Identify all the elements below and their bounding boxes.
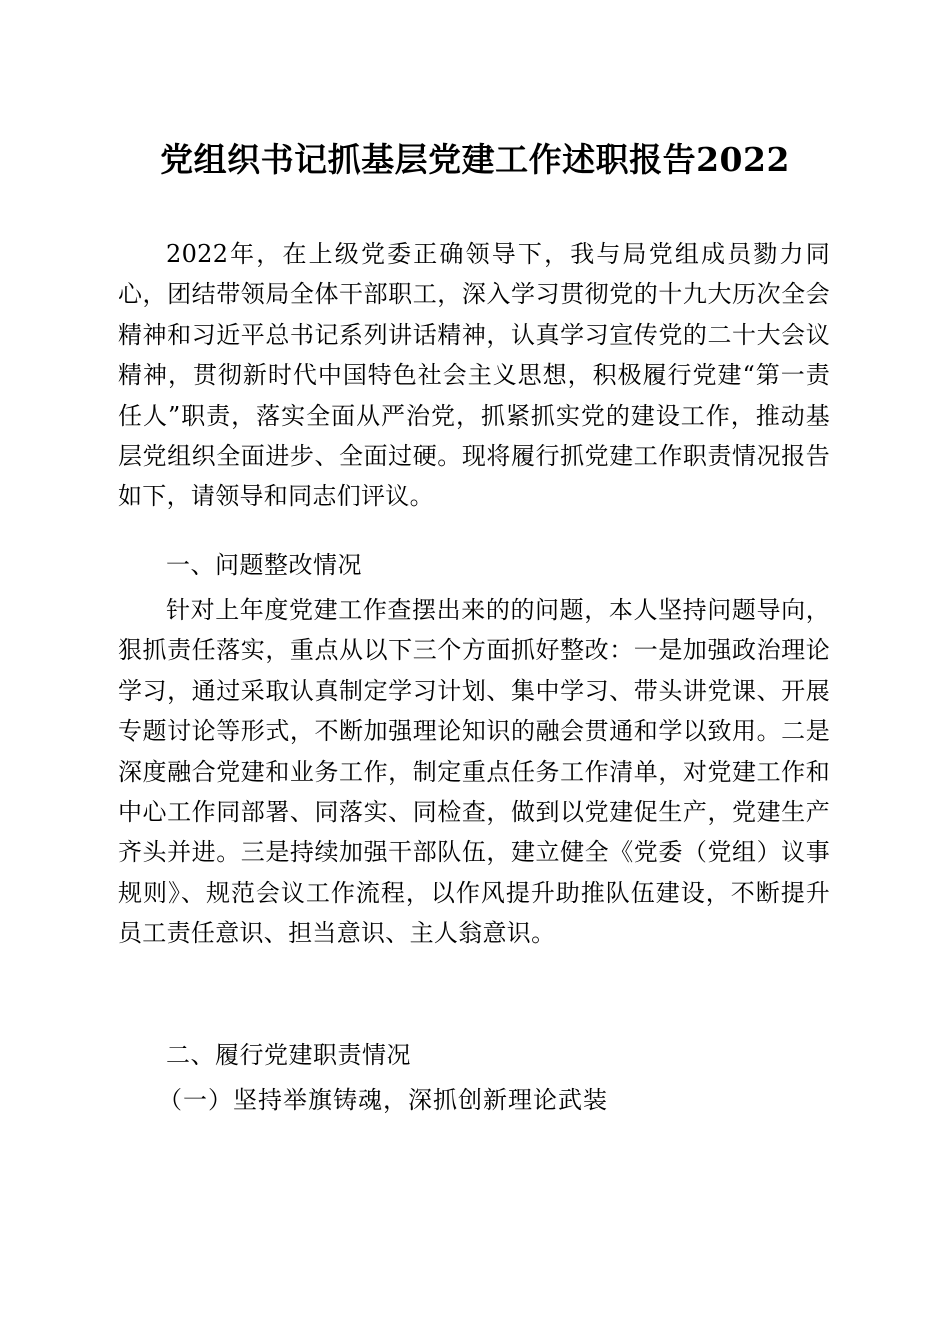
document-title: 党组织书记抓基层党建工作述职报告2022 [160, 140, 790, 179]
section1-paragraph: 针对上年度党建工作查摆出来的的问题，本人坚持问题导向，狠抓责任落实，重点从以下三个方面抓好整改：一是加强政治理论学习，通过采取认真制定学习计划、集中学习、带头讲党课、开展专题讨论等形式，不断加强理论知识的融会贯通和学以致用。二是深度融合党建和业务工作，制定重点任务工作清单，对党建工作和中心工作同部署、同落实、同检查，做到以党建促生产，党建生产齐头并进。三是持续加强干部队伍，建立健全《党委（党组）议事规则》、规范会议工作流程，以作风提升助推队伍建设，不断提升员工责任意识、担当意识、主人翁意识。 [118, 596, 830, 948]
intro-paragraph-container [118, 234, 830, 517]
intro-paragraph: 2022年，在上级党委正确领导下，我与局党组成员勠力同心，团结带领局全体干部职工，深入学习贯彻党的十九大历次全会精神和习近平总书记系列讲话精神，认真学习宣传党的二十大会议精神，贯彻新时代中国特色社会主义思想，积极履行党建“第一责任人”职责，落实全面从严治党，抓紧抓实党的建设工作，推动基层党组织全面进步、全面过硬。现将履行抓党建工作职责情况报告如下，请领导和同志们评议。 [118, 240, 830, 511]
section1-paragraph-container [118, 590, 830, 954]
section-heading-problem-rectification: 一、问题整改情况 [166, 551, 362, 579]
subsection-heading-theory-armament: （一）坚持举旗铸魂，深抓创新理论武装 [158, 1086, 608, 1114]
section-heading-party-duties: 二、履行党建职责情况 [166, 1041, 411, 1069]
